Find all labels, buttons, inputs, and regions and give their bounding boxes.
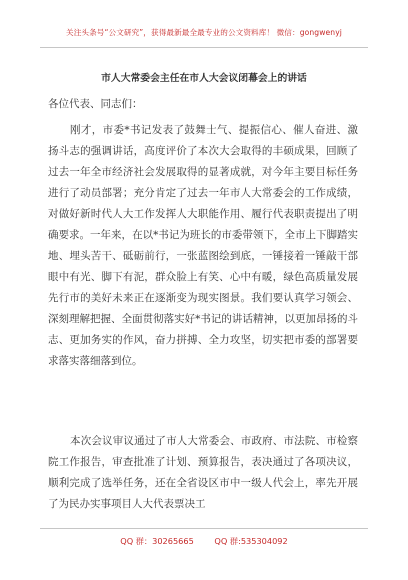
body-paragraph-2: 本次会议审议通过了市人大常委会、市政府、市法院、市检察院工作报告，审查批准了计划、预算报告，表决通过了各项决议，顺利完成了选举任务，还在全省设区市中一级人代会上，率先开展了为民办实事项目人大代表票决工 — [48, 435, 358, 510]
footer-qq-group-1: QQ 群：30265665 — [120, 536, 194, 546]
salutation: 各位代表、同志们： — [48, 98, 143, 110]
footer-divider — [40, 528, 368, 529]
body-paragraph-1: 刚才，市委*书记发表了鼓舞士气、提振信心、催人奋进、激扬斗志的强调讲话，高度评价了本次大会取得的丰硕成果，回顾了过去一年全市经济社会发展取得的显著成就，对今年主要目标任务进行了动员部署；充分肯定了过去一年市人大常委会的工作成绩，对做好新时代人大工作发挥人大职能作用、履行代表职责提出了明确要求。一年来，在以*书记为班长的市委带领下，全市上下脚踏实地、埋头苦干、砥砺前行，一张蓝图绘到底，一锤接着一锤敲干部眼中有光、脚下有泥，群众脸上有笑、心中有暖，绿色高质量发展先行市的美好未来正在逐渐变为现实图景。我们要认真学习领会、深刻理解把握、全面贯彻落实好*书记的讲话精神，以更加昂扬的斗志、更加务实的作风，奋力拼搏、全力攻坚，切实把市委的部署要求落实落细落到位。 — [48, 124, 358, 367]
header-notice: 关注头条号“公文研究”，获得最新最全最专业的公文资料库！ 微信：gongwenyj — [66, 28, 342, 37]
header-divider — [40, 47, 368, 48]
footer-qq-group-2: QQ 群:535304092 — [214, 536, 288, 546]
footer-contacts — [0, 536, 408, 547]
document-title: 市人大常委会主任在市人大会议闭幕会上的讲话 — [101, 73, 307, 84]
